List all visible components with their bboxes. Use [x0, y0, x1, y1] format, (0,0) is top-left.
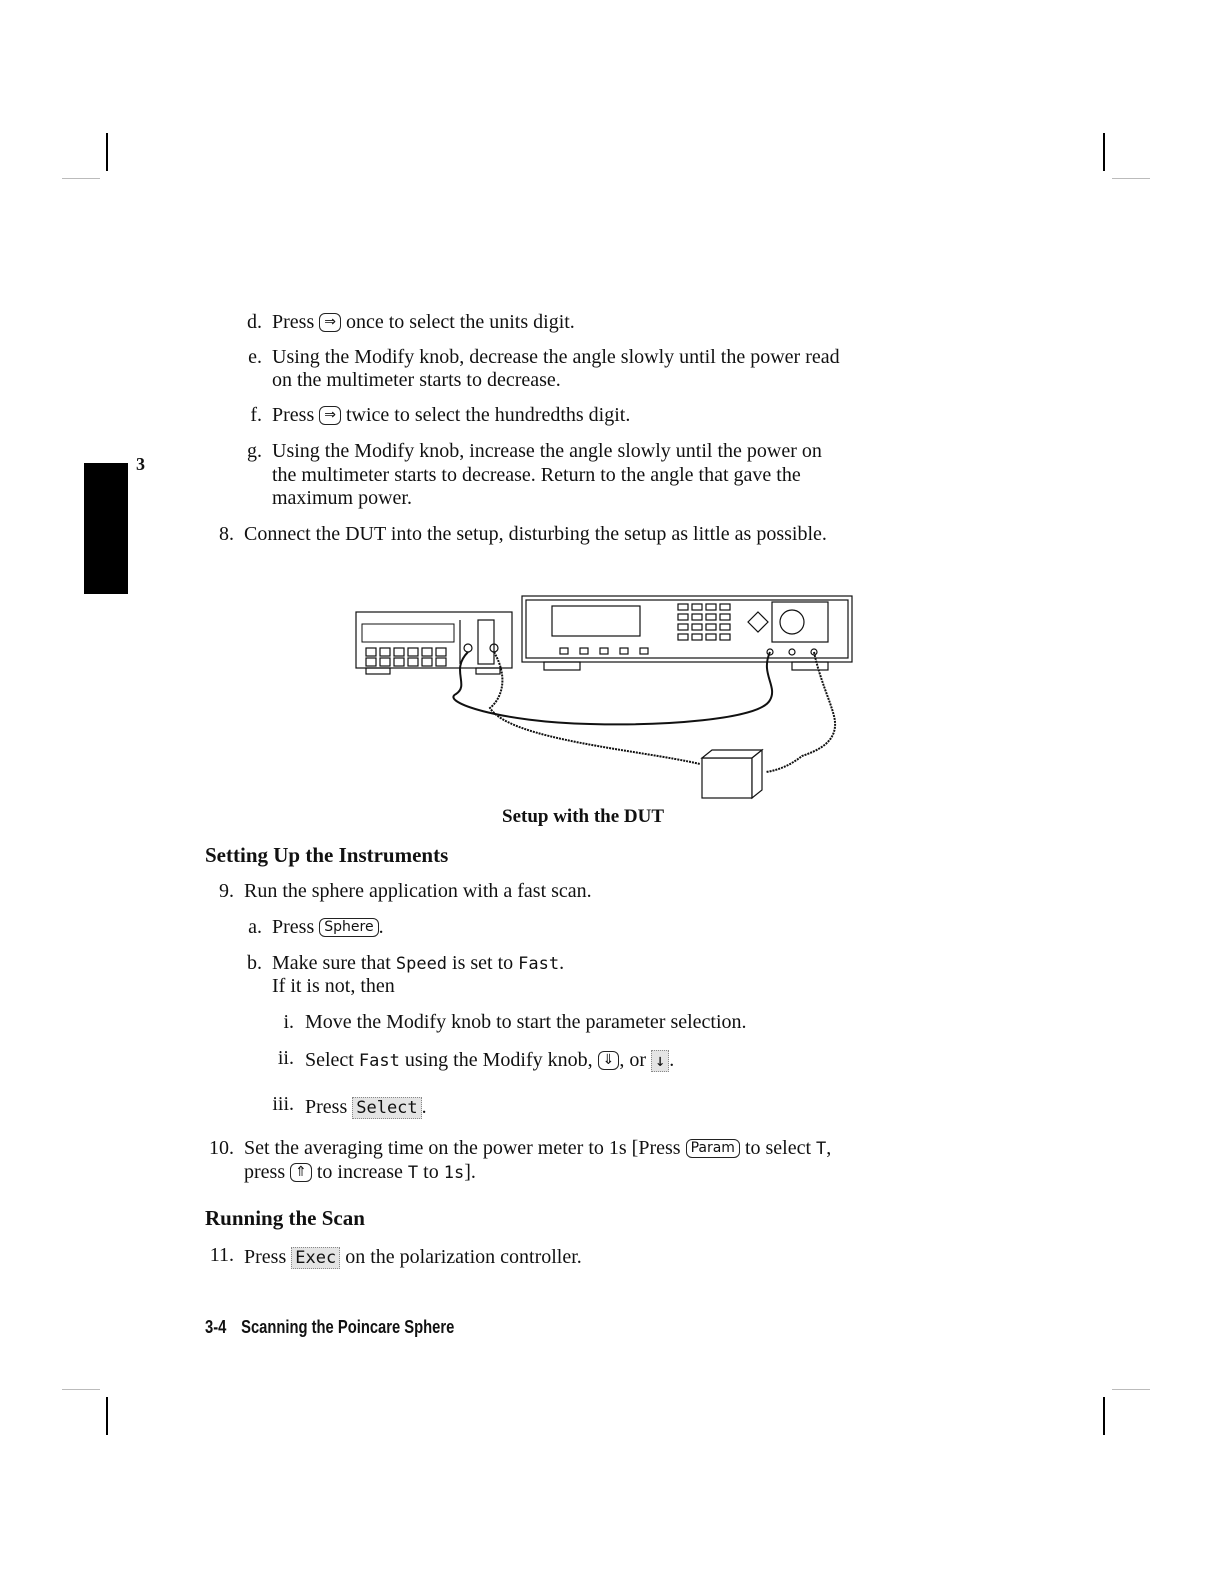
step-d-pre: Press: [272, 311, 315, 333]
step-a-pre: Press: [272, 916, 315, 938]
step-f-pre: Press: [272, 404, 315, 426]
step-e-line1: Using the Modify knob, decrease the angle slowly until the power read: [272, 346, 840, 368]
page-number: 3-4: [205, 1317, 227, 1337]
fast-code: Fast: [518, 954, 560, 974]
step-b-line1: [272, 951, 564, 976]
section-heading-run: Running the Scan: [205, 1206, 365, 1230]
figure-caption: Setup with the DUT: [502, 806, 665, 827]
exec-softkey: Exec: [291, 1247, 340, 1269]
step-f-text: [272, 403, 630, 427]
step-10-t5: to increase: [316, 1161, 403, 1183]
step-d-post: once to select the units digit.: [345, 311, 575, 333]
step-a-text: [272, 915, 384, 939]
crop-mark-top-left: [106, 133, 108, 171]
fast-code: Fast: [358, 1051, 400, 1071]
crop-mark-top-right: [1103, 133, 1105, 171]
fiber-cables: [453, 652, 835, 772]
step-ii-t3: , or: [619, 1049, 647, 1071]
step-10-t7: ].: [464, 1161, 476, 1183]
speed-code: Speed: [395, 954, 448, 974]
power-meter-illustration: [356, 612, 512, 674]
page-footer: [205, 1317, 469, 1338]
scroll-softkey-icon: ↓: [651, 1050, 669, 1072]
sphere-key: Sphere: [319, 918, 378, 937]
step-f-label: f.: [250, 404, 262, 426]
step-b-t1: Make sure that: [272, 952, 391, 974]
step-ii-t2: using the Modify knob,: [404, 1049, 593, 1071]
crop-hair-top-left: [62, 178, 100, 179]
step-iii-post: .: [421, 1096, 427, 1118]
step-b-line2: If it is not, then: [272, 975, 395, 997]
step-9-text: Run the sphere application with a fast scan.: [244, 880, 592, 902]
step-10-line2: [244, 1160, 476, 1185]
step-ii-text: [305, 1048, 674, 1073]
crop-hair-top-right: [1112, 178, 1150, 179]
step-8-text: Connect the DUT into the setup, disturbing the setup as little as possible.: [244, 523, 827, 545]
step-11-pre: Press: [244, 1246, 287, 1268]
crop-mark-bottom-left: [106, 1397, 108, 1435]
step-10-t1: Set the averaging time on the power meter to 1s [Press: [244, 1137, 681, 1159]
step-i-label: i.: [283, 1011, 294, 1033]
step-b-t2: is set to: [452, 952, 514, 974]
param-key: Param: [686, 1139, 740, 1158]
dut-box-illustration: [702, 750, 762, 798]
setup-diagram: [340, 590, 880, 812]
t-code: T: [407, 1163, 419, 1183]
step-b-t3: .: [559, 952, 565, 974]
step-g-line3: maximum power.: [272, 487, 412, 509]
step-d-text: [272, 310, 575, 334]
step-11-text: [244, 1245, 582, 1270]
down-arrow-key-icon: ⇓: [598, 1051, 620, 1070]
step-d-label: d.: [247, 311, 262, 333]
one-second-code: 1s: [443, 1163, 465, 1183]
step-ii-t1: Select: [305, 1049, 354, 1071]
step-10-t6: to: [423, 1161, 439, 1183]
step-ii-t4: .: [669, 1049, 675, 1071]
step-e-label: e.: [248, 346, 262, 368]
step-g-label: g.: [247, 440, 262, 462]
step-a-post: .: [378, 916, 384, 938]
step-10-t3: ,: [826, 1137, 832, 1159]
polarization-controller-illustration: [522, 596, 852, 670]
chapter-tab-number: 3: [136, 454, 145, 474]
step-11-label: 11.: [209, 1244, 234, 1266]
step-g-line2: the multimeter starts to decrease. Return to the angle that gave the: [272, 464, 801, 486]
crop-mark-bottom-right: [1103, 1397, 1105, 1435]
right-arrow-key-icon: ⇒: [319, 406, 341, 425]
up-arrow-key-icon: ⇑: [290, 1163, 312, 1182]
right-arrow-key-icon: ⇒: [319, 313, 341, 332]
t-code: T: [816, 1139, 827, 1159]
step-e-line2: on the multimeter starts to decrease.: [272, 369, 561, 391]
step-11-post: on the polarization controller.: [345, 1246, 582, 1268]
step-9-label: 9.: [219, 880, 234, 902]
step-iii-text: [305, 1095, 427, 1120]
step-ii-label: ii.: [277, 1047, 294, 1069]
step-10-line1: [244, 1136, 831, 1161]
chapter-tab-bar: [84, 463, 128, 594]
step-a-label: a.: [248, 916, 262, 938]
select-softkey: Select: [352, 1097, 421, 1119]
chapter-title: Scanning the Poincare Sphere: [241, 1317, 455, 1337]
section-heading-setup: Setting Up the Instruments: [205, 843, 449, 867]
crop-hair-bottom-left: [62, 1389, 100, 1390]
crop-hair-bottom-right: [1112, 1389, 1150, 1390]
step-10-t2: to select: [744, 1137, 812, 1159]
step-f-post: twice to select the hundredths digit.: [345, 404, 631, 426]
step-iii-label: iii.: [272, 1093, 294, 1115]
step-g-line1: Using the Modify knob, increase the angle slowly until the power on: [272, 440, 822, 462]
step-iii-pre: Press: [305, 1096, 348, 1118]
step-b-label: b.: [247, 952, 262, 974]
step-10-label: 10.: [209, 1137, 234, 1159]
step-10-t4: press: [244, 1161, 286, 1183]
step-i-text: Move the Modify knob to start the parameter selection.: [305, 1011, 747, 1033]
step-8-label: 8.: [219, 523, 234, 545]
